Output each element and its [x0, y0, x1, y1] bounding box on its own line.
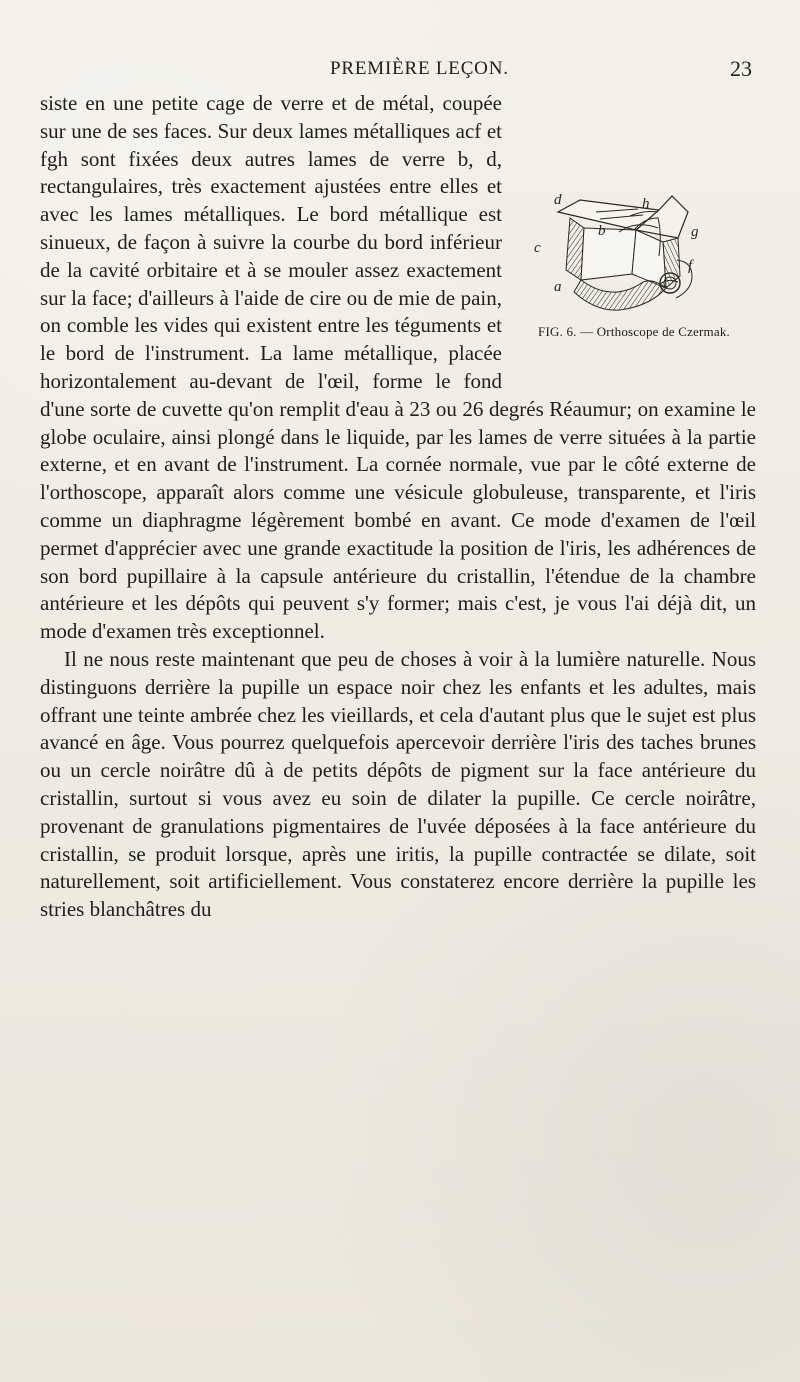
- body-paragraph-1: siste en une petite cage de verre et de métal, coupée sur une de ses faces. Sur deux lames métalliques acf et fgh sont fixées deux autres lames de verre b, d, rectangulaires, très exactement ajustées entre elles et avec les lames métalliques. Le bord métallique est sinueux, de façon à suivre la courbe du bord inférieur de la cavité orbitaire et à se mouler assez exactement sur la face; d'ailleurs à l'aide de cire ou de mie de pain, on comble les vides qui existent entre les téguments et le bord de l'instrument. La lame métallique, placée horizontalement au-devant de l'œil, forme le fond d'une sorte de cuvette qu'on remplit d'eau à 23 ou 26 degrés Réaumur; on examine le globe oculaire, ainsi plongé dans le liquide, par les lames de verre situées à la partie externe, et en avant de l'instrument. La cornée normale, vue par le côté externe de l'orthoscope, apparaît alors comme une vésicule globuleuse, transparente, et l'iris comme un diaphragme légèrement bombé en avant. Ce mode d'examen de l'œil permet d'apprécier avec une grande exactitude la position de l'iris, les adhérences de son bord pupillaire à la capsule antérieure du cristallin, l'étendue de la chambre antérieure et les dépôts qui peuvent s'y former; mais c'est, je vous l'ai déjà dit, un mode d'examen très exceptionnel.: [40, 91, 756, 644]
- page-header: [0, 52, 800, 86]
- orthoscope-figure: [512, 188, 756, 378]
- label-a: a: [554, 279, 562, 295]
- body-paragraph-2: Il ne nous reste maintenant que peu de choses à voir à la lumière naturelle. Nous distinguons derrière la pupille un espace noir chez les enfants et les adultes, mais offrant une teinte ambrée chez les vieillards, et cela d'autant plus que le sujet est plus avancé en âge. Vous pourrez quelquefois apercevoir derrière l'iris des taches brunes ou un cercle noirâtre dû à de petits dépôts de pigment sur la face antérieure du cristallin, surtout si vous avez eu soin de dilater la pupille. Ce cercle noirâtre, provenant de granulations pigmentaires de l'uvée déposées à la face antérieure du cristallin, se produit lorsque, après une iritis, la pupille contractée se dilate, soit naturellement, soit artificiellement. Vous constaterez encore derrière la pupille les stries blanchâtres du: [40, 646, 756, 922]
- label-g: g: [691, 224, 699, 240]
- label-f: f: [688, 258, 693, 274]
- page-number: 23: [730, 56, 752, 81]
- running-header-title: PREMIÈRE LEÇON.: [330, 58, 509, 79]
- label-b: b: [598, 223, 606, 239]
- label-h: h: [642, 196, 650, 212]
- figure-caption: FIG. 6. — Orthoscope de Czermak.: [538, 324, 730, 339]
- orthoscope-illustration: [518, 188, 718, 320]
- page-content: [40, 90, 756, 924]
- label-d: d: [554, 192, 562, 208]
- label-c: c: [534, 240, 541, 256]
